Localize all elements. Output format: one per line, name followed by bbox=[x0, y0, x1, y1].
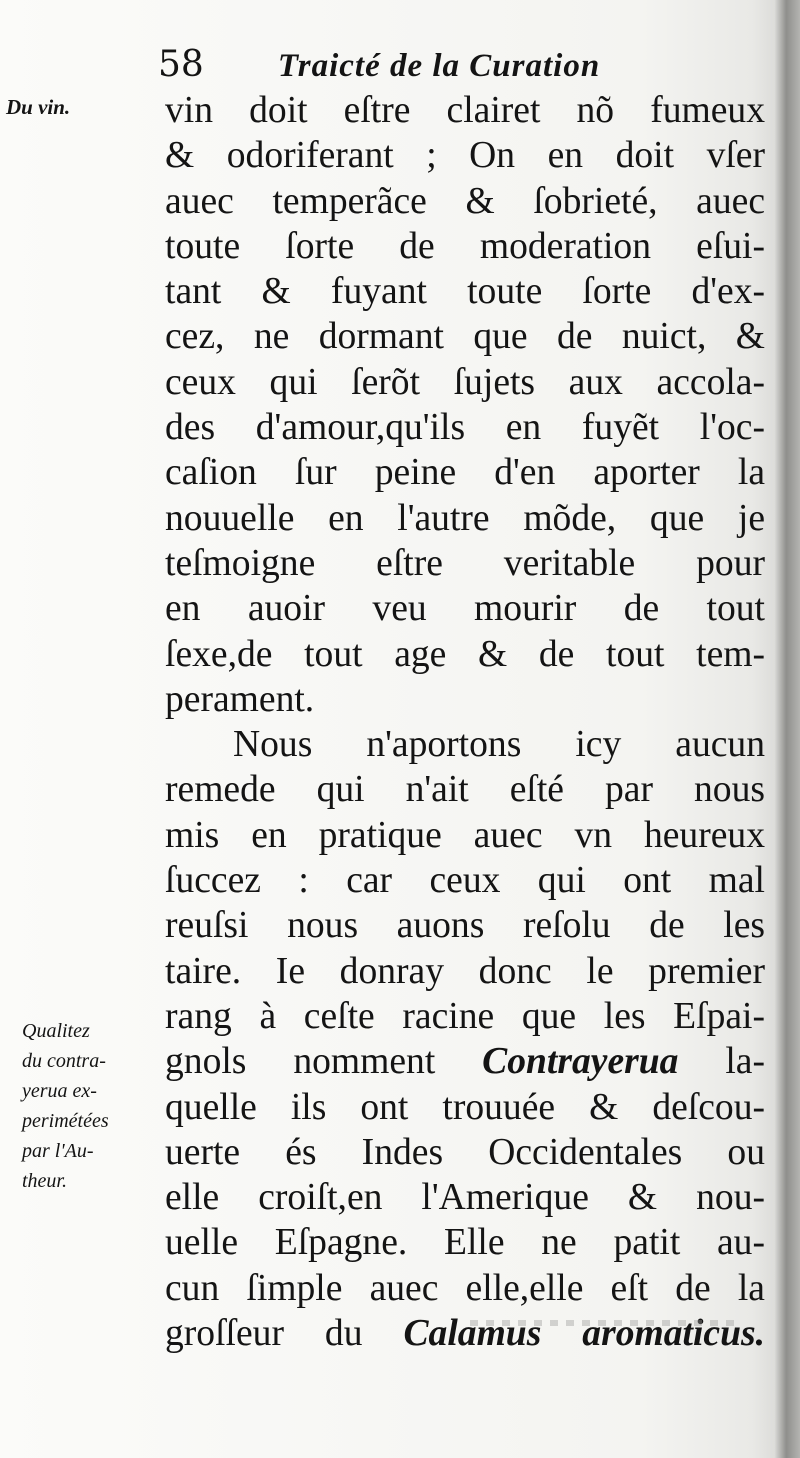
text-line: toute ſorte de moderation eſui- bbox=[165, 225, 765, 267]
margin-note-du-vin: Du vin. bbox=[6, 95, 71, 119]
text-line-mixed bbox=[165, 1039, 765, 1084]
text-line: quelle ils ont trouuée & deſcou- bbox=[165, 1086, 765, 1128]
italic-term-calamus: Calamus aromaticus. bbox=[403, 1313, 765, 1355]
text-segment: groſſeur du bbox=[165, 1313, 363, 1355]
margin-note-line: du contra- bbox=[22, 1050, 106, 1072]
text-line: tant & fuyant toute ſorte d'ex- bbox=[165, 271, 765, 313]
margin-note-line: Qualitez bbox=[22, 1020, 90, 1042]
text-line: taire. Ie donray donc le premier bbox=[165, 950, 765, 992]
text-line: ſuccez : car ceux qui ont mal bbox=[165, 860, 765, 902]
text-line: vin doit eſtre clairet nõ fumeux bbox=[165, 90, 765, 131]
margin-note-line: perimétées bbox=[22, 1110, 109, 1132]
running-title: Traicté de la Curation bbox=[277, 48, 601, 84]
page-number: 58 bbox=[158, 44, 204, 85]
text-line: auec temperãce & ſobrieté, auec bbox=[165, 180, 765, 222]
margin-note-qualitez bbox=[22, 1016, 162, 1196]
text-line: mis en pratique auec vn heureux bbox=[165, 814, 765, 856]
text-line-mixed bbox=[165, 1311, 765, 1356]
text-line: nouuelle en l'autre mõde, que je bbox=[165, 497, 765, 539]
text-line: en auoir veu mourir de tout bbox=[165, 588, 765, 630]
book-binding-edge bbox=[775, 0, 800, 1458]
margin-note-line: yerua ex- bbox=[22, 1080, 97, 1102]
paragraph-first-line: Nous n'aportons icy aucun bbox=[233, 724, 765, 766]
text-line: des d'amour,qu'ils en fuyẽt l'oc- bbox=[165, 407, 765, 449]
text-line: remede qui n'ait eſté par nous bbox=[165, 769, 765, 811]
italic-term-contrayerua: Contrayerua bbox=[482, 1041, 679, 1083]
text-line: perament. bbox=[165, 678, 315, 720]
page-header bbox=[158, 44, 658, 94]
text-line: ſexe,de tout age & de tout tem- bbox=[165, 633, 765, 675]
text-line: rang à ceſte racine que les Eſpai- bbox=[165, 995, 765, 1037]
text-line: cun ſimple auec elle,elle eſt de la bbox=[165, 1267, 765, 1309]
ink-smudge bbox=[470, 1320, 740, 1326]
text-line: caſion ſur peine d'en aporter la bbox=[165, 452, 765, 494]
text-line: reuſsi nous auons reſolu de les bbox=[165, 905, 765, 947]
text-line: ceux qui ſerõt ſujets aux accola- bbox=[165, 361, 765, 403]
text-segment: la- bbox=[725, 1041, 765, 1083]
text-line: teſmoigne eſtre veritable pour bbox=[165, 542, 765, 584]
text-line: uerte és Indes Occidentales ou bbox=[165, 1131, 765, 1173]
body-text bbox=[165, 88, 765, 1356]
margin-note-line: theur. bbox=[22, 1170, 67, 1192]
text-line: elle croiſt,en l'Amerique & nou- bbox=[165, 1177, 765, 1219]
text-line: & odoriferant ; On en doit vſer bbox=[165, 135, 765, 177]
text-line: uelle Eſpagne. Elle ne patit au- bbox=[165, 1222, 765, 1264]
margin-note-line: par l'Au- bbox=[22, 1140, 94, 1162]
text-line: cez, ne dormant que de nuict, & bbox=[165, 316, 765, 358]
text-segment: gnols nomment bbox=[165, 1041, 436, 1083]
